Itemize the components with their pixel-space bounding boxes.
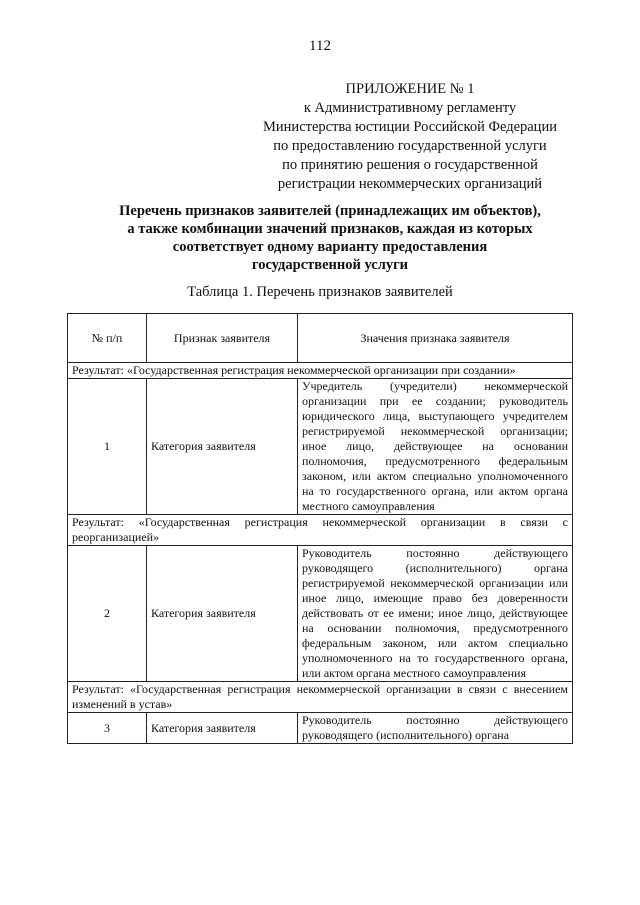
result-row	[68, 682, 573, 713]
appendix-line: по принятию решения о государственной	[282, 157, 538, 173]
header-value: Значения признака заявителя	[298, 314, 573, 363]
table-row	[68, 546, 573, 682]
result-text: Результат: «Государственная регистрация некоммерческой организации при создании»	[68, 363, 573, 379]
row-number: 3	[68, 713, 147, 744]
row-attribute: Категория заявителя	[147, 546, 298, 682]
table-caption: Таблица 1. Перечень признаков заявителей	[187, 284, 453, 300]
document-title	[80, 202, 580, 274]
result-text: Результат: «Государственная регистрация некоммерческой организации в связи с внесением изменений в устав»	[68, 682, 573, 713]
row-value: Руководитель постоянно действующего руководящего (исполнительного) органа регистрируемой некоммерческой организации или иное лицо, имеющие право без доверенности действовать от ее имени; иное лицо, действующее на основании полномочия, предусмотренного федеральным законом, или актом специально уполномоченного на то государственного органа, или актом органа местного самоуправления	[298, 546, 573, 682]
applicant-attributes-table	[67, 313, 573, 744]
row-number: 2	[68, 546, 147, 682]
result-text: Результат: «Государственная регистрация некоммерческой организации в связи с реорганизацией»	[68, 515, 573, 546]
row-value: Руководитель постоянно действующего руководящего (исполнительного) органа	[298, 713, 573, 744]
table-row	[68, 713, 573, 744]
row-attribute: Категория заявителя	[147, 713, 298, 744]
appendix-block	[240, 80, 580, 194]
row-attribute: Категория заявителя	[147, 379, 298, 515]
title-line: а также комбинации значений признаков, каждая из которых	[127, 221, 533, 237]
title-line: государственной услуги	[251, 257, 409, 273]
appendix-line: к Административному регламенту	[303, 100, 517, 116]
header-attribute: Признак заявителя	[147, 314, 298, 363]
title-line: соответствует одному варианту предоставления	[172, 239, 488, 255]
header-number: № п/п	[68, 314, 147, 363]
appendix-line: по предоставлению государственной услуги	[273, 138, 547, 154]
appendix-line: регистрации некоммерческих организаций	[277, 176, 543, 192]
appendix-heading: ПРИЛОЖЕНИЕ № 1	[345, 81, 475, 97]
table-row	[68, 379, 573, 515]
result-row	[68, 515, 573, 546]
result-row	[68, 363, 573, 379]
page-number: 112	[309, 38, 331, 54]
row-value: Учредитель (учредители) некоммерческой организации при ее создании; руководитель юридического лица, выступающего учредителем регистрируемой некоммерческой организации; иное лицо, действующее на основании полномочия, предусмотренного федеральным законом, или актом специально уполномоченного на то государственного органа, или актом органа местного самоуправления	[298, 379, 573, 515]
title-line: Перечень признаков заявителей (принадлежащих им объектов),	[119, 203, 541, 219]
table-header-row	[68, 314, 573, 363]
row-number: 1	[68, 379, 147, 515]
appendix-line: Министерства юстиции Российской Федерации	[263, 119, 557, 135]
